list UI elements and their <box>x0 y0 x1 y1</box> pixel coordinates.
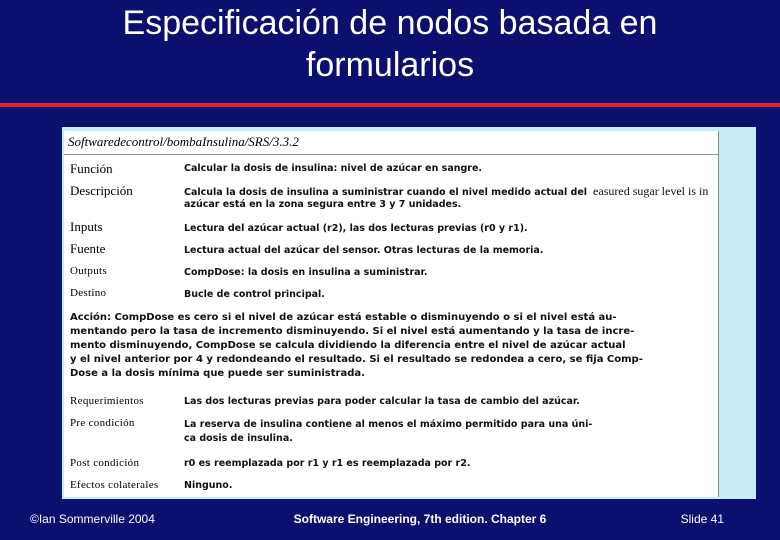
spec-form <box>64 131 719 497</box>
row-value: Lectura del azúcar actual (r2), las dos lecturas previas (r0 y r1). <box>184 223 528 234</box>
overlay-text: easured sugar level is in <box>593 184 709 198</box>
row-value: Bucle de control principal. <box>184 289 325 300</box>
row-postcondicion <box>64 457 718 477</box>
row-label: Efectos colaterales <box>70 479 159 491</box>
row-requerimientos <box>64 395 718 415</box>
row-inputs <box>64 219 718 239</box>
row-descripcion <box>64 183 718 211</box>
footer-book-title: Software Engineering, 7th edition. Chapter 6 <box>293 512 547 526</box>
row-label: Destino <box>70 287 107 299</box>
row-label: Outputs <box>70 265 107 277</box>
row-label: Descripción <box>70 183 133 198</box>
action-paragraph <box>70 311 712 381</box>
row-value: Las dos lecturas previas para poder calcular la tasa de cambio del azúcar. <box>184 396 580 407</box>
row-value-line-2: ca dosis de insulina. <box>184 433 293 444</box>
row-value: CompDose: la dosis en insulina a suministrar. <box>184 267 428 278</box>
row-destino <box>64 287 718 307</box>
row-value <box>184 185 714 211</box>
row-label: Requerimientos <box>70 395 144 407</box>
row-label: Pre condición <box>70 417 135 429</box>
action-line: y el nivel anterior por 4 y redondeando el resultado. Si el resultado se redondea a cero, se fija Comp- <box>70 354 643 365</box>
row-label: Fuente <box>70 241 106 256</box>
row-value: r0 es reemplazada por r1 y r1 es reemplazada por r2. <box>184 458 471 469</box>
row-label: Post condición <box>70 457 140 469</box>
row-value: Ninguno. <box>184 480 233 491</box>
row-label: Función <box>70 161 113 176</box>
row-label: Inputs <box>70 219 103 234</box>
spec-image-panel <box>62 127 756 499</box>
row-value-line-1: La reserva de insulina contiene al menos el máximo permitido para una úni- <box>184 419 593 430</box>
row-value-line-1: Calcula la dosis de insulina a suministrar cuando el nivel medido actual del <box>184 187 588 198</box>
slide-title-line-1: Especificación de nodos basada en <box>122 4 658 42</box>
row-precondicion <box>64 417 718 449</box>
action-line: mentando pero la tasa de incremento disminuyendo. Si el nivel está aumentando y la tasa de incre- <box>70 326 635 337</box>
row-outputs <box>64 265 718 285</box>
spec-header: Softwaredecontrol/bombaInsulina/SRS/3.3.2 <box>64 131 718 155</box>
footer-slide-number: Slide 41 <box>680 512 724 526</box>
row-value: Calcular la dosis de insulina: nivel de azúcar en sangre. <box>184 163 483 174</box>
row-value: Lectura actual del azúcar del sensor. Otras lecturas de la memoria. <box>184 245 544 256</box>
slide-title-line-2: formularios <box>305 46 475 84</box>
title-divider <box>0 103 780 107</box>
footer-copyright: ©Ian Sommerville 2004 <box>30 512 155 526</box>
action-line: mento disminuyendo, CompDose se calcula dividiendo la diferencia entre el nivel de azúcar actual <box>70 340 626 351</box>
row-efectos-colaterales <box>64 479 718 497</box>
slide-title <box>20 2 760 86</box>
row-value <box>184 418 714 446</box>
row-value-line-2: azúcar está en la zona segura entre 3 y 7 unidades. <box>184 199 462 210</box>
action-line: Dose a la dosis mínima que puede ser suministrada. <box>70 368 365 379</box>
row-funcion <box>64 161 718 181</box>
row-fuente <box>64 241 718 261</box>
action-line: Acción: CompDose es cero si el nivel de azúcar está estable o disminuyendo o si el nivel está au- <box>70 312 617 323</box>
